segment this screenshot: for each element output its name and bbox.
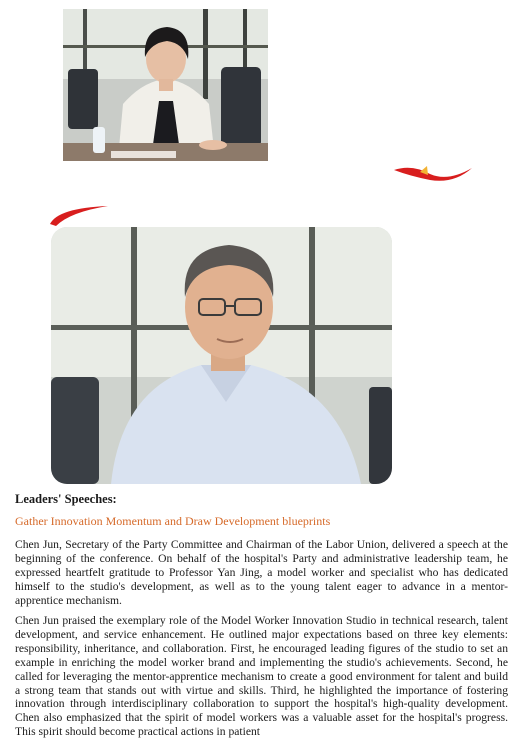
speaker-photo-chen-jun <box>51 227 392 484</box>
body-paragraph: Chen Jun praised the exemplary role of the Model Worker Innovation Studio in technical research, talent development, and service enhancement. He outlined major expectations based on three key elements: responsibility, inheritance, and collaboration. First, he encouraged leading figures of the studio to set an example in enriching the model worker brand and implementing the studio's achievements. Second, he called for leveraging the mentor-apprentice mechanism to create a good environment for talent and build a strong team that stands out with virtue and skills. Third, he highlighted the importance of fostering innovation through interdisciplinary collaboration to support the hospital's high-quality development. Chen also emphasized that the spirit of model workers was a valuable asset for the hospital's progress. This spirit should become practical actions in patient <box>15 614 508 739</box>
section-heading: Leaders' Speeches: <box>15 492 117 506</box>
section-subtitle: Gather Innovation Momentum and Draw Development blueprints <box>15 514 331 528</box>
ribbon-decoration-right <box>392 160 474 186</box>
speaker-photo-woman <box>63 9 268 161</box>
ribbon-decoration-left <box>48 202 110 226</box>
body-paragraph: Chen Jun, Secretary of the Party Committee and Chairman of the Labor Union, delivered a speech at the beginning of the conference. On behalf of the hospital's Party and administrative leadership team, he expressed heartfelt gratitude to Professor Yan Jing, a model worker and specialist who has dedicated himself to the studio's development, as well as to the young talent eager to advance in a mentor-apprentice mechanism. <box>15 538 508 607</box>
